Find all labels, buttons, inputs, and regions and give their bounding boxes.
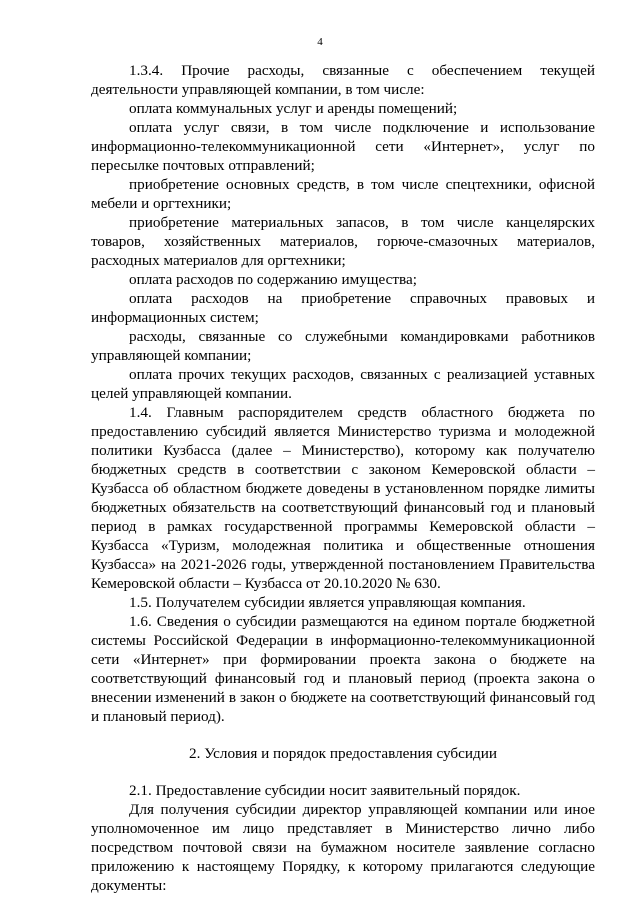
list-item-fixed-assets: приобретение основных средств, в том числе спецтехники, офисной мебели и оргтехники; (91, 176, 595, 212)
paragraph-application: Для получения субсидии директор управляющей компании или иное уполномоченное им лицо представляет в Министерство лично либо посредством почтовой связи на бумажном носителе заявление согласно приложению к настоящему Порядку, к которому прилагаются следующие документы: (91, 801, 595, 894)
paragraph-1-4: 1.4. Главным распорядителем средств областного бюджета по предоставлению субсидий является Министерство туризма и молодежной политики Кузбасса (далее – Министерство), которому как получателю бюджетных средств в соответствии с законом Кемеровской области – Кузбасса об областном бюджете доведены в установленном порядке лимиты бюджетных обязательств на соответствующий финансовый год и плановый период в рамках государственной программы Кемеровской области – Кузбасса «Туризм, молодежная политика и общественные отношения Кузбасса» на 2021-2026 годы, утвержденной постановлением Правительства Кемеровской области – Кузбасса от 20.10.2020 № 630. (91, 404, 595, 592)
list-item-property-maintenance: оплата расходов по содержанию имущества; (129, 271, 417, 288)
list-item-business-trips: расходы, связанные со служебными командировками работников управляющей компании; (91, 328, 595, 364)
paragraph-1-3-4: 1.3.4. Прочие расходы, связанные с обеспечением текущей деятельности управляющей компании, в том числе: (91, 62, 595, 98)
paragraph-1-6: 1.6. Сведения о субсидии размещаются на едином портале бюджетной системы Российской Федерации в информационно-телекоммуникационной сети «Интернет» при формировании проекта закона о бюджете на соответствующий финансовый год и плановый период (проекта закона о внесении изменений в закон о бюджете на соответствующий финансовый год и плановый период). (91, 613, 595, 725)
paragraph-1-5: 1.5. Получателем субсидии является управляющая компания. (129, 594, 526, 611)
list-item-reference-systems: оплата расходов на приобретение справочных правовых и информационных систем; (91, 290, 595, 326)
page-number: 4 (317, 36, 323, 48)
list-item-utilities: оплата коммунальных услуг и аренды помещений; (129, 100, 458, 117)
list-item-other-expenses: оплата прочих текущих расходов, связанных с реализацией уставных целей управляющей компании. (91, 366, 595, 402)
document-body (91, 61, 595, 895)
list-item-communication: оплата услуг связи, в том числе подключение и использование информационно-телекоммуникационной сети «Интернет», услуг по пересылке почтовых отправлений; (91, 119, 595, 174)
list-item-materials: приобретение материальных запасов, в том числе канцелярских товаров, хозяйственных материалов, горюче-смазочных материалов, расходных материалов для оргтехники; (91, 214, 595, 269)
section-heading: 2. Условия и порядок предоставления субсидии (189, 745, 497, 762)
paragraph-2-1: 2.1. Предоставление субсидии носит заявительный порядок. (129, 782, 521, 799)
